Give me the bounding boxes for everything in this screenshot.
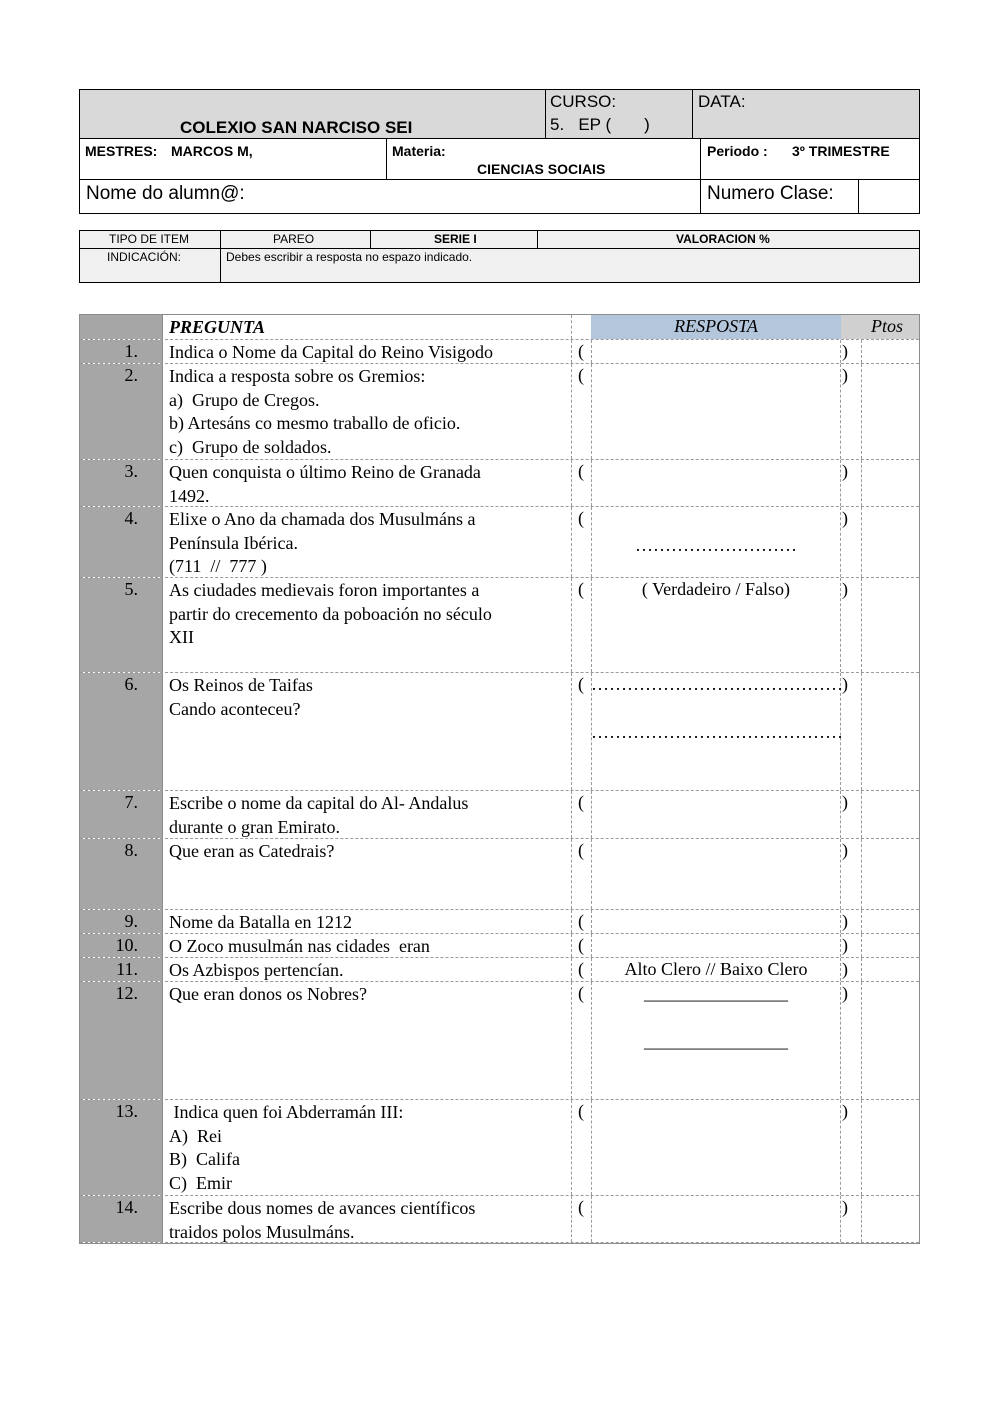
header-box	[79, 89, 920, 214]
answer-cell	[572, 460, 848, 506]
close-paren: )	[842, 1197, 848, 1217]
points-field[interactable]	[841, 1100, 919, 1195]
question-number-cell	[80, 507, 163, 577]
close-paren: )	[842, 840, 848, 860]
question-text-cell	[163, 934, 572, 957]
table-header-row	[80, 315, 919, 340]
indicacion-text: Debes escribir a resposta no espazo indicado.	[226, 250, 473, 264]
question-line: As ciudades medievais foron importantes a	[169, 580, 480, 600]
table-row	[80, 673, 919, 791]
points-field[interactable]	[841, 340, 919, 363]
curso-value[interactable]: 5. EP ( )	[550, 115, 650, 134]
table-row	[80, 910, 919, 934]
item-type-vline	[370, 231, 371, 248]
question-line: Quen conquista o último Reino de Granada	[169, 462, 481, 482]
pareo-label: PAREO	[273, 232, 315, 246]
mestres-cell	[80, 139, 386, 180]
class-number-label-cell	[700, 180, 858, 213]
class-number-field[interactable]	[858, 180, 919, 213]
open-paren: (	[578, 1101, 584, 1121]
table-row	[80, 839, 919, 910]
table-row	[80, 982, 919, 1100]
question-number-cell	[80, 791, 163, 838]
answer-field[interactable]	[591, 910, 841, 933]
points-divider	[861, 507, 862, 577]
points-field[interactable]	[841, 364, 919, 459]
answer-cell	[572, 791, 848, 838]
student-name-field[interactable]	[80, 180, 700, 213]
answer-cell	[572, 340, 848, 363]
question-number-cell	[80, 1100, 163, 1195]
question-text-cell	[163, 1100, 572, 1195]
answer-cell	[572, 910, 848, 933]
mestres-label: MESTRES:	[85, 143, 158, 159]
header-resposta-cell	[572, 315, 841, 339]
points-divider	[861, 958, 862, 981]
close-paren: )	[842, 1101, 848, 1121]
question-number: 7.	[124, 792, 138, 812]
table-row	[80, 1196, 919, 1243]
points-divider	[861, 578, 862, 672]
questions-table	[79, 314, 920, 1244]
school-cell	[80, 90, 545, 139]
question-text-cell	[163, 460, 572, 506]
points-field[interactable]	[841, 982, 919, 1099]
points-field[interactable]	[841, 673, 919, 790]
open-paren: (	[578, 1197, 584, 1217]
answer-hint: ……………………………………	[591, 674, 843, 694]
open-paren: (	[578, 508, 584, 528]
close-paren: )	[842, 935, 848, 955]
answer-field[interactable]	[591, 934, 841, 957]
header-resposta: RESPOSTA	[674, 316, 758, 336]
points-field[interactable]	[841, 934, 919, 957]
materia-cell	[386, 139, 700, 180]
question-text-cell	[163, 839, 572, 909]
question-text-cell	[163, 364, 572, 459]
points-field[interactable]	[841, 791, 919, 838]
question-text-cell	[163, 791, 572, 838]
table-row	[80, 958, 919, 982]
points-field[interactable]	[841, 958, 919, 981]
question-number-cell	[80, 958, 163, 981]
answer-cell	[572, 507, 848, 577]
question-number-cell	[80, 934, 163, 957]
question-line: O Zoco musulmán nas cidades eran	[169, 936, 430, 956]
points-field[interactable]	[841, 910, 919, 933]
question-line: a) Grupo de Cregos.	[169, 389, 320, 410]
points-divider	[861, 982, 862, 1099]
question-line: XII	[169, 627, 194, 647]
materia-value: CIENCIAS SOCIAIS	[477, 161, 606, 177]
answer-hint: Alto Clero // Baixo Clero	[624, 959, 808, 979]
question-number: 4.	[124, 508, 138, 528]
open-paren: (	[578, 983, 584, 1003]
question-line: Que eran donos os Nobres?	[169, 984, 367, 1004]
answer-field[interactable]	[591, 364, 841, 459]
points-divider	[861, 340, 862, 363]
question-line: Península Ibérica.	[169, 532, 298, 553]
question-line: Os Reinos de Taifas	[169, 675, 313, 695]
school-name: COLEXIO SAN NARCISO SEI	[180, 118, 413, 137]
question-number: 13.	[115, 1101, 138, 1121]
table-row	[80, 791, 919, 839]
answer-cell	[572, 982, 848, 1099]
close-paren: )	[842, 508, 848, 528]
close-paren: )	[842, 983, 848, 1003]
indicacion-label: INDICACIÓN:	[107, 250, 182, 264]
open-paren: (	[578, 792, 584, 812]
answer-field[interactable]	[591, 839, 841, 909]
open-paren: (	[578, 579, 584, 599]
answer-field[interactable]	[591, 1196, 841, 1242]
answer-hint: ________________	[644, 983, 788, 1003]
close-paren: )	[842, 341, 848, 361]
question-number: 5.	[124, 579, 138, 599]
question-number: 9.	[124, 911, 138, 931]
question-text-cell	[163, 1196, 572, 1242]
points-divider	[861, 460, 862, 506]
question-number: 11.	[116, 959, 138, 979]
answer-hint: ( Verdadeiro / Falso)	[641, 579, 791, 599]
question-line: Indica quen foi Abderramán III:	[169, 1102, 404, 1122]
question-line: c) Grupo de soldados.	[169, 436, 332, 457]
question-line: Cando aconteceu?	[169, 698, 301, 719]
close-paren: )	[842, 579, 848, 599]
question-text-cell	[163, 910, 572, 933]
close-paren: )	[842, 959, 848, 979]
question-line: C) Emir	[169, 1172, 232, 1193]
question-text-cell	[163, 958, 572, 981]
answer-field[interactable]	[591, 460, 841, 506]
points-divider	[861, 1100, 862, 1195]
question-line: 1492.	[169, 485, 210, 506]
open-paren: (	[578, 840, 584, 860]
question-line: b) Artesáns co mesmo traballo de oficio.	[169, 413, 461, 433]
question-number: 14.	[115, 1197, 138, 1217]
close-paren: )	[842, 674, 848, 694]
item-type-box	[79, 230, 920, 283]
mestres-value: MARCOS M,	[171, 143, 253, 159]
question-text-cell	[163, 507, 572, 577]
question-line: partir do crecemento da poboación no século	[169, 603, 492, 624]
open-paren: (	[578, 461, 584, 481]
question-number-cell	[80, 1196, 163, 1242]
question-number: 2.	[124, 365, 138, 385]
table-row	[80, 364, 919, 460]
tipo-label: TIPO DE ITEM	[109, 232, 190, 246]
question-number-cell	[80, 578, 163, 672]
data-label: DATA:	[698, 92, 746, 111]
points-field[interactable]	[841, 507, 919, 577]
question-line: traidos polos Musulmáns.	[169, 1221, 355, 1242]
item-type-vline	[537, 231, 538, 248]
item-type-divider	[80, 248, 919, 249]
question-line: Indica o Nome da Capital do Reino Visigodo	[169, 342, 494, 362]
valoracion-label: VALORACION %	[676, 232, 770, 246]
question-number-cell	[80, 910, 163, 933]
question-line: Nome da Batalla en 1212	[169, 912, 352, 932]
question-line: (711 // 777 )	[169, 556, 267, 576]
periodo-cell	[700, 139, 919, 180]
question-text-cell	[163, 982, 572, 1099]
header-pregunta: PREGUNTA	[163, 315, 572, 339]
points-divider	[861, 934, 862, 957]
question-line: B) Califa	[169, 1149, 240, 1169]
student-name-label: Nome do alumn@:	[86, 183, 245, 204]
answer-cell	[572, 1100, 848, 1195]
open-paren: (	[578, 935, 584, 955]
header-num-cell	[80, 315, 163, 339]
points-divider	[861, 791, 862, 838]
close-paren: )	[842, 365, 848, 385]
open-paren: (	[578, 959, 584, 979]
points-divider	[861, 1196, 862, 1242]
open-paren: (	[578, 341, 584, 361]
table-row	[80, 340, 919, 364]
question-number: 10.	[115, 935, 138, 955]
question-line: Indica a resposta sobre os Gremios:	[169, 366, 426, 386]
question-number: 1.	[124, 341, 138, 361]
points-field[interactable]	[841, 839, 919, 909]
question-number: 12.	[115, 983, 138, 1003]
question-line: Escribe dous nomes de avances científicos	[169, 1198, 476, 1218]
answer-cell	[572, 934, 848, 957]
question-text-cell	[163, 673, 572, 790]
table-row	[80, 578, 919, 673]
points-field[interactable]	[841, 1196, 919, 1242]
materia-label: Materia:	[392, 143, 446, 159]
question-line: Escribe o nome da capital do Al- Andalus	[169, 793, 469, 813]
serie-label: SERIE I	[434, 232, 477, 246]
points-field[interactable]	[841, 460, 919, 506]
table-row	[80, 1100, 919, 1196]
close-paren: )	[842, 911, 848, 931]
table-row	[80, 934, 919, 958]
question-number: 3.	[124, 461, 138, 481]
question-number: 6.	[124, 674, 138, 694]
answer-cell	[572, 364, 848, 459]
close-paren: )	[842, 461, 848, 481]
points-divider	[861, 673, 862, 790]
curso-cell	[545, 90, 692, 139]
question-number-cell	[80, 460, 163, 506]
question-line: Que eran as Catedrais?	[169, 841, 335, 861]
answer-field[interactable]	[591, 791, 841, 838]
question-number-cell	[80, 364, 163, 459]
answer-cell	[572, 958, 848, 981]
question-line: Elixe o Ano da chamada dos Musulmáns a	[169, 509, 476, 529]
answer-cell	[572, 1196, 848, 1242]
answer-field[interactable]	[591, 1100, 841, 1195]
question-line: durante o gran Emirato.	[169, 816, 340, 837]
question-text-cell	[163, 578, 572, 672]
points-field[interactable]	[841, 578, 919, 672]
question-line: A) Rei	[169, 1125, 222, 1146]
answer-hint: ………………………	[635, 535, 797, 555]
question-line: Os Azbispos pertencían.	[169, 960, 344, 980]
table-row	[80, 460, 919, 507]
question-number: 8.	[124, 840, 138, 860]
header-ptos: Ptos	[871, 316, 904, 336]
question-text-cell	[163, 340, 572, 363]
periodo-label: Periodo :	[707, 143, 768, 159]
question-number-cell	[80, 340, 163, 363]
close-paren: )	[842, 792, 848, 812]
points-divider	[861, 910, 862, 933]
item-type-vline	[220, 231, 221, 282]
question-number-cell	[80, 982, 163, 1099]
header-ptos-cell	[841, 315, 919, 339]
answer-cell	[572, 578, 848, 672]
data-cell[interactable]	[692, 90, 919, 139]
open-paren: (	[578, 365, 584, 385]
answer-hint: ________________	[644, 1031, 788, 1051]
question-number-cell	[80, 673, 163, 790]
open-paren: (	[578, 911, 584, 931]
points-divider	[861, 839, 862, 909]
curso-label: CURSO:	[550, 92, 617, 111]
answer-field[interactable]	[591, 340, 841, 363]
open-paren: (	[578, 674, 584, 694]
table-row	[80, 507, 919, 578]
answer-hint: ……………………………………	[591, 722, 843, 742]
class-number-label: Numero Clase:	[707, 183, 834, 204]
question-number-cell	[80, 839, 163, 909]
periodo-value: 3º TRIMESTRE	[792, 143, 890, 159]
points-divider	[861, 364, 862, 459]
answer-cell	[572, 839, 848, 909]
answer-cell	[572, 673, 848, 790]
